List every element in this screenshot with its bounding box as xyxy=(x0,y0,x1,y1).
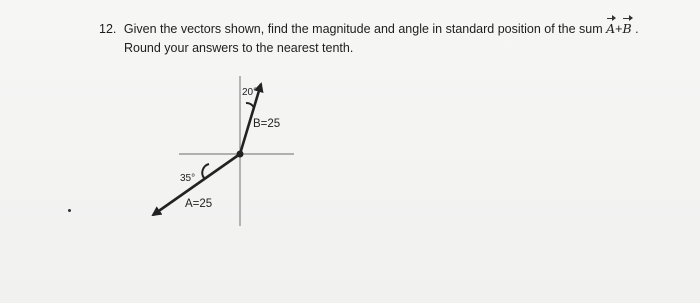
vector-b-symbol: B xyxy=(622,21,632,36)
question-period: . xyxy=(635,22,639,36)
question-number: 12. xyxy=(99,22,117,36)
origin-point xyxy=(237,151,244,158)
plus-sign: + xyxy=(615,22,623,36)
question-text: Given the vectors shown, find the magnitude and angle in standard position of the sum xyxy=(123,22,603,36)
angle-a-label: 35° xyxy=(180,173,196,184)
vector-a-label: A=25 xyxy=(185,198,213,210)
question-line-2: Round your answers to the nearest tenth. xyxy=(124,41,354,55)
vector-b-label: B=25 xyxy=(253,118,281,130)
angle-b-arc xyxy=(246,103,254,108)
vector-a-symbol: A xyxy=(606,21,616,36)
angle-b-label: 20° xyxy=(242,87,258,98)
